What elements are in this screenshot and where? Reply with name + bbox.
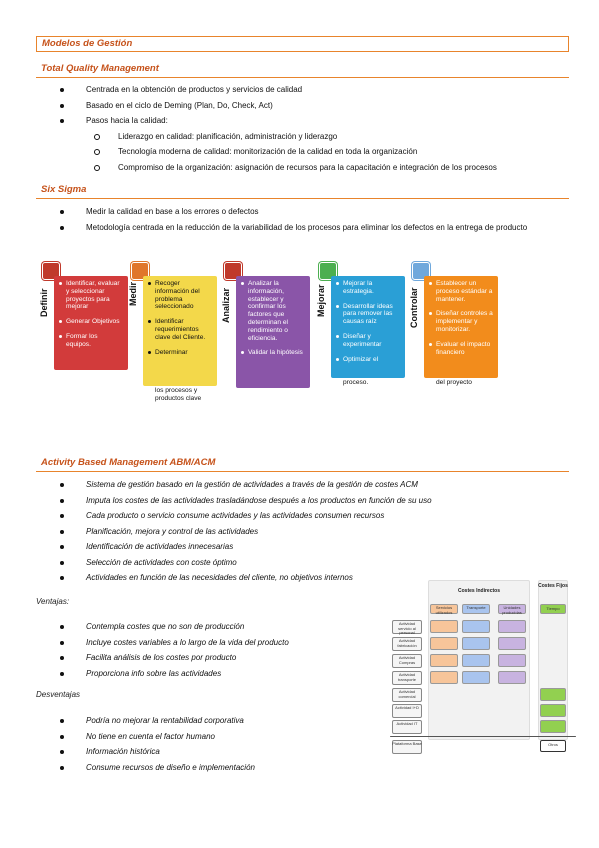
activity-label: Actividad transporte bbox=[397, 672, 416, 682]
dmaic-bullet: Validar la hipótesis bbox=[248, 349, 306, 357]
activity-label: Actividad I+D bbox=[395, 705, 419, 710]
dmaic-step-tail: del proyecto bbox=[436, 379, 472, 386]
list-item: Basado en el ciclo de Deming (Plan, Do, Check, Act) bbox=[60, 98, 580, 114]
section-title: Modelos de Gestión bbox=[42, 38, 133, 49]
dmaic-step-label: Analizar bbox=[221, 287, 231, 323]
dmaic-step-card bbox=[424, 276, 498, 378]
cost-cell bbox=[498, 637, 526, 650]
ventajas-list bbox=[60, 619, 390, 681]
list-item: Información histórica bbox=[60, 744, 390, 760]
list-item: Contempla costes que no son de producción bbox=[60, 619, 390, 635]
cost-cell bbox=[430, 637, 458, 650]
dmaic-bullet: Identificar requerimientos clave del Cliente. bbox=[155, 318, 213, 341]
list-subitem: Compromiso de la organización: asignación de recursos para la capacitación e integración de los procesos bbox=[60, 160, 580, 176]
cost-driver-label: Servicios utilizados bbox=[435, 605, 453, 615]
cost-cell bbox=[430, 620, 458, 633]
list-item: Sistema de gestión basado en la gestión de actividades a través de la gestión de costes ACM bbox=[60, 477, 560, 493]
cost-cell bbox=[498, 620, 526, 633]
list-item: Proporciona info sobre las actividades bbox=[60, 666, 390, 682]
list-item: Actividades en función de las necesidades del cliente, no objetivos internos bbox=[60, 570, 560, 586]
dmaic-step-tail: los procesos y productos clave bbox=[155, 387, 202, 402]
dmaic-bullet: Generar Objetivos bbox=[66, 318, 124, 326]
list-item: Cada producto o servicio consume actividades y las actividades consumen recursos bbox=[60, 508, 560, 524]
list-item: Identificación de actividades innecesarias bbox=[60, 539, 560, 555]
dmaic-step-label: Medir bbox=[128, 281, 138, 306]
activity-label: Actividad Compras bbox=[398, 655, 416, 665]
list-item: Facilita análisis de los costes por producto bbox=[60, 650, 390, 666]
indirect-costs-header: Costes Indirectos bbox=[458, 588, 500, 594]
dmaic-bullet: Mejorar la estrategia. bbox=[343, 280, 401, 296]
dmaic-step-card bbox=[143, 276, 217, 386]
activity-label: Actividad IT bbox=[396, 721, 418, 726]
dmaic-bullet: Establecer un proceso estándar a mantener. bbox=[436, 280, 493, 303]
cost-driver-label: Transporte bbox=[466, 605, 486, 610]
list-item: Centrada en la obtención de productos y servicios de calidad bbox=[60, 82, 580, 98]
list-item: Metodología centrada en la reducción de la variabilidad de los procesos para eliminar los defectos en la entrega de producto bbox=[60, 220, 560, 236]
dmaic-step-card bbox=[331, 276, 405, 378]
abm-list bbox=[60, 477, 560, 586]
abm-cost-diagram bbox=[390, 580, 580, 760]
cost-cell bbox=[462, 620, 490, 633]
activity-label: Actividad servicio al personal bbox=[398, 621, 416, 635]
list-item: Selección de actividades con coste óptimo bbox=[60, 555, 560, 571]
diagram-divider bbox=[390, 736, 576, 737]
list-item: No tiene en cuenta el factor humano bbox=[60, 729, 390, 745]
list-subitem: Liderazgo en calidad: planificación, administración y liderazgo bbox=[60, 129, 580, 145]
activity-label: Actividad comercial bbox=[398, 689, 416, 699]
section-title: Six Sigma bbox=[41, 184, 87, 195]
cost-cell bbox=[498, 654, 526, 667]
list-item: Incluye costes variables a lo largo de la vida del producto bbox=[60, 635, 390, 651]
dmaic-bullet: Formar los equipos. bbox=[66, 333, 124, 349]
fixed-cost-cell bbox=[540, 688, 566, 701]
fixed-cost-cell bbox=[540, 704, 566, 717]
dmaic-bullet: Identificar, evaluar y seleccionar proyectos para mejorar bbox=[66, 280, 124, 311]
dmaic-step-label: Definir bbox=[39, 288, 49, 318]
list-item: Podría no mejorar la rentabilidad corporativa bbox=[60, 713, 390, 729]
section-header-abm bbox=[36, 456, 569, 472]
cost-cell bbox=[430, 671, 458, 684]
list-item: Imputa los costes de las actividades trasladándose después a los productos en función de su uso bbox=[60, 493, 560, 509]
dmaic-bullet: Optimizar el bbox=[343, 356, 401, 364]
cost-cell bbox=[462, 637, 490, 650]
list-subitem: Tecnología moderna de calidad: monitorización de la calidad en toda la organización bbox=[60, 144, 580, 160]
dmaic-step-label: Mejorar bbox=[316, 284, 326, 318]
cost-cell bbox=[430, 654, 458, 667]
dmaic-bullet: Determinar bbox=[155, 349, 213, 357]
list-item: Planificación, mejora y control de las actividades bbox=[60, 524, 560, 540]
dmaic-bullet: Desarrollar ideas para remover las causas raíz bbox=[343, 303, 401, 326]
cost-driver-label: Unidades producidas bbox=[502, 605, 522, 615]
list-item: Medir la calidad en base a los errores o defectos bbox=[60, 204, 560, 220]
dmaic-step-card bbox=[236, 276, 310, 388]
dmaic-bullet: Recoger información del problema seleccionado bbox=[155, 280, 213, 311]
desventajas-label: Desventajas bbox=[36, 690, 81, 699]
fixed-costs-header: Costes Fijos bbox=[538, 583, 568, 589]
list-item: Pasos hacia la calidad: bbox=[60, 113, 580, 129]
dmaic-bullet: Evaluar el impacto financiero bbox=[436, 341, 494, 357]
dmaic-step-tail: proceso. bbox=[343, 379, 369, 386]
desventajas-list bbox=[60, 713, 390, 775]
fixed-cost-label: Tiempo bbox=[546, 606, 560, 611]
section-title: Activity Based Management ABM/ACM bbox=[41, 457, 216, 468]
activity-label: Actividad fabricación bbox=[397, 638, 417, 648]
fixed-cost-cell bbox=[540, 720, 566, 733]
dmaic-bullet: Analizar la información, establecer y confirmar los factores que determinan el rendimiento o eficiencia. bbox=[248, 280, 306, 342]
activity-label: Plataforma Base bbox=[392, 741, 422, 746]
dmaic-bullet: Diseñar y experimentar bbox=[343, 333, 401, 349]
ventajas-label: Ventajas: bbox=[36, 597, 70, 606]
fixed-cost-label: Otros bbox=[548, 742, 558, 747]
cost-cell bbox=[498, 671, 526, 684]
dmaic-step-card bbox=[54, 276, 128, 370]
list-item: Consume recursos de diseño e implementación bbox=[60, 760, 390, 776]
dmaic-step-label: Controlar bbox=[409, 287, 419, 329]
cost-cell bbox=[462, 671, 490, 684]
cost-cell bbox=[462, 654, 490, 667]
dmaic-bullet: Diseñar controles a implementar y monitorizar. bbox=[436, 310, 493, 333]
section-title: Total Quality Management bbox=[41, 63, 159, 74]
